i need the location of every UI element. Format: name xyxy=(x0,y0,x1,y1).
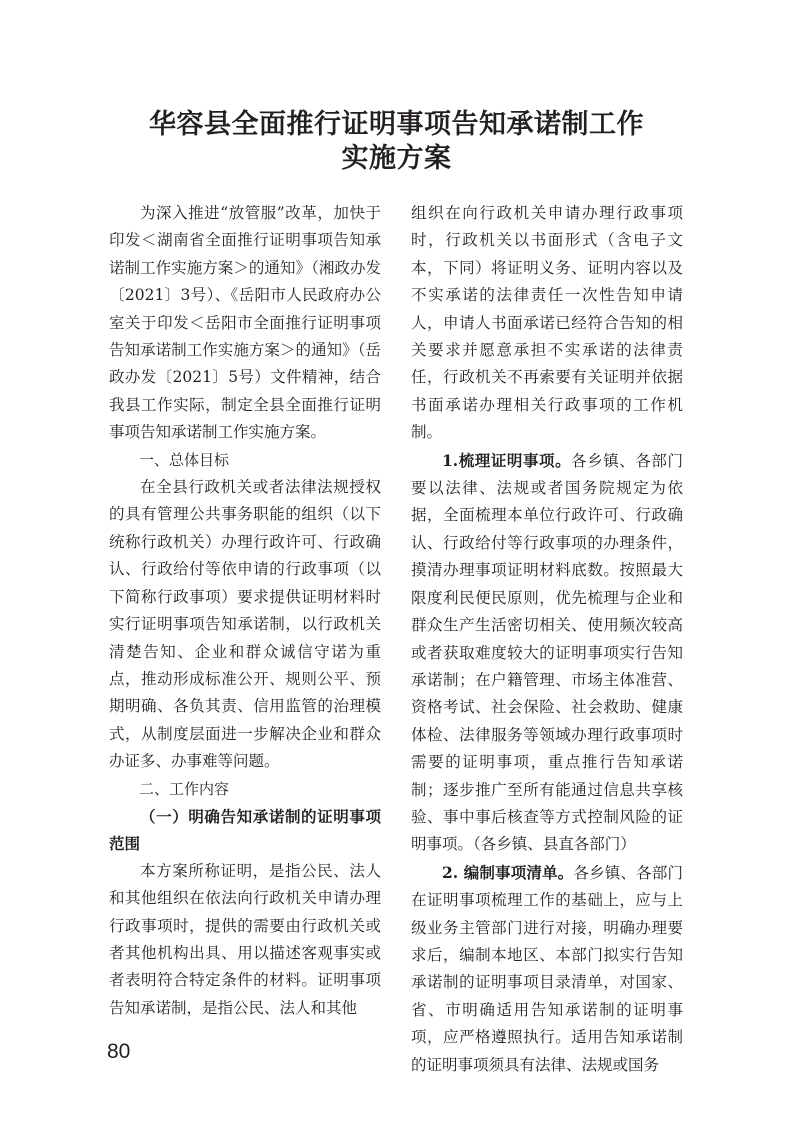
item-1-text: 各乡镇、各部门要以法律、法规或者国务院规定为依据，全面梳理本单位行政许可、行政确认、行政给付等行政事项的办理条件，摸清办理事项证明材料底数。按照最大限度利民便民原则，优先梳理与企业和群众生产生活密切相关、使用频次较高或者获取难度较大的证明事项实行告知承诺制；在户籍管理、市场主体准营、资格考试、社会保险、社会救助、健康体检、法律服务等领域办理行政事项时需要的证明事项，重点推行告知承诺制；逐步推广至所有能通过信息共享核验、事中事后核查等方式控制风险的证明事项。（各乡镇、县直各部门） xyxy=(411,451,683,854)
intro-paragraph: 为深入推进“放管服”改革，加快于印发＜湖南省全面推行证明事项告知承诺制工作实施方案＞的通知》（湘政办发〔2021〕3号）、《岳阳市人民政府办公室关于印发＜岳阳市全面推行证明事项告知承诺制工作实施方案＞的通知》（岳政办发〔2021〕5号）文件精神，结合我县工作实际，制定全县全面推行证明事项告知承诺制工作实施方案。 xyxy=(109,204,381,442)
item-2-paragraph xyxy=(411,859,683,1079)
continuation-paragraph: 组织在向行政机关申请办理行政事项时，行政机关以书面形式（含电子文本，下同）将证明义务、证明内容以及不实承诺的法律责任一次性告知申请人，申请人书面承诺已经符合告知的相关要求并愿意承担不实承诺的法律责任，行政机关不再索要有关证明并依据书面承诺办理相关行政事项的工作机制。 xyxy=(411,204,683,442)
document-title xyxy=(80,108,713,176)
item-1-paragraph xyxy=(411,447,683,859)
section-2-heading: 二、工作内容 xyxy=(139,779,230,798)
page-number: 80 xyxy=(107,1040,131,1063)
right-column xyxy=(411,200,683,1079)
document-title-line-1: 华容县全面推行证明事项告知承诺制工作 xyxy=(149,109,644,140)
item-2-text: 各乡镇、各部门在证明事项梳理工作的基础上，应与上级业务主管部门进行对接，明确办理要求后，编制本地区、本部门拟实行告知承诺制的证明事项目录清单，对国家、省、市明确适用告知承诺制的证明事项，应严格遵照执行。适用告知承诺制的证明事项须具有法律、法规或国务 xyxy=(411,863,683,1074)
section-1-heading: 一、总体目标 xyxy=(139,450,230,469)
subsection-1-paragraph: 本方案所称证明，是指公民、法人和其他组织在依法向行政机关申请办理行政事项时，提供的需要由行政机关或者其他机构出具、用以描述客观事实或者表明符合特定条件的材料。证明事项告知承诺制，是指公民、法人和其他 xyxy=(109,861,381,1017)
subsection-1-heading: （一）明确告知承诺制的证明事项范围 xyxy=(109,806,381,854)
document-title-line-2: 实施方案 xyxy=(341,143,452,174)
item-2-label: 2. 编制事项清单。 xyxy=(442,862,574,882)
item-1-label: 1.梳理证明事项。 xyxy=(442,450,572,470)
section-1-paragraph: 在全县行政机关或者法律法规授权的具有管理公共事务职能的组织（以下统称行政机关）办理行政许可、行政确认、行政给付等依申请的行政事项（以下简称行政事项）要求提供证明材料时实行证明事项告知承诺制，以行政机关清楚告知、企业和群众诚信守诺为重点，推动形成标准公开、规则公平、预期明确、各负其责、信用监管的治理模式，从制度层面进一步解决企业和群众办证多、办事难等问题。 xyxy=(109,478,381,771)
left-column xyxy=(109,200,381,1022)
